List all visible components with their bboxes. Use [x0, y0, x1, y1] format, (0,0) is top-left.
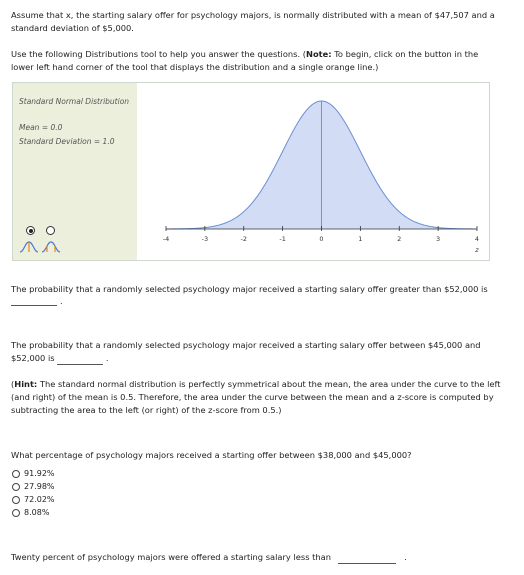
question-2 [11, 339, 501, 365]
hint-text: (Hint: The standard normal distribution is perfectly symmetrical about the mean, the area under the curve to the left (and right) of the mean is 0.5. Therefore, the area under the curve between the mean and a z-score is computed by subtracting the area to the left (or right) of the z-score from 0.5.) [11, 379, 501, 415]
x-tick-label: -4 [162, 235, 170, 243]
question-2-end: . [105, 353, 109, 363]
answer-1-period: . [60, 296, 63, 306]
option-2-label: 27.98% [24, 482, 55, 491]
option-4-label: 8.08% [24, 508, 50, 517]
question-1 [11, 283, 501, 296]
option-2-radio[interactable] [12, 483, 20, 491]
question-2-text: The probability that a randomly selected psychology major received a starting salary offer between $45,000 and $52,000 is [11, 340, 481, 363]
instructions-lead: Use the following Distributions tool to help you answer the questions. ( [11, 49, 306, 59]
radio-two-lines[interactable] [46, 226, 55, 235]
option-1-radio[interactable] [12, 470, 20, 478]
x-tick-label: -1 [279, 235, 286, 243]
answer-1-blank[interactable] [11, 296, 63, 306]
distribution-buttons[interactable] [19, 240, 63, 254]
hint-body: The standard normal distribution is perfectly symmetrical about the mean, the area under the curve to the left (and right) of the mean is 0.5. Therefore, the area under the curve between the mean and a z-score is computed by subtracting the area to the left (or right) of the z-score from 0.5.) [11, 379, 501, 415]
single-line-dist-button[interactable] [20, 242, 38, 252]
option-4-radio[interactable] [12, 509, 20, 517]
x-tick-label: 3 [436, 235, 441, 243]
x-tick-label: -3 [201, 235, 209, 243]
instructions-text [11, 48, 501, 74]
question-3-text: What percentage of psychology majors received a starting offer between $38,000 and $45,000? [11, 450, 412, 460]
two-line-dist-button[interactable] [42, 242, 60, 252]
option-3-radio[interactable] [12, 496, 20, 504]
x-tick-label: -2 [240, 235, 247, 243]
normal-distribution-chart [137, 83, 489, 260]
question-1-text: The probability that a randomly selected psychology major received a starting salary offer greater than $52,000 is [11, 284, 488, 294]
question-4-text: Twenty percent of psychology majors were offered a starting salary less than [11, 552, 332, 562]
sd-label: Standard Deviation = 1.0 [19, 137, 115, 146]
tool-control-panel [13, 83, 137, 260]
mean-label: Mean = 0.0 [19, 123, 63, 132]
answer-4-blank[interactable] [338, 554, 396, 564]
x-tick-label: 0 [319, 235, 324, 243]
x-tick-label: 2 [397, 235, 402, 243]
x-tick-label: 1 [358, 235, 363, 243]
option-1-label: 91.92% [24, 469, 55, 478]
answer-2-blank[interactable] [57, 355, 103, 365]
tool-title: Standard Normal Distribution [19, 97, 130, 106]
intro-text: Assume that x, the starting salary offer for psychology majors, is normally distributed with a mean of $47,507 and a standard deviation of $5,000. [11, 10, 495, 33]
question-4-end: . [404, 552, 407, 562]
axis-z-label: z [475, 246, 479, 254]
hint-label: Hint: [14, 379, 38, 389]
note-text: To begin, click on the button in the lower left hand corner of the tool that displays the distribution and a single orange line.) [11, 49, 479, 72]
distributions-tool[interactable] [12, 82, 490, 261]
question-4 [11, 551, 501, 564]
x-tick-label: 4 [474, 235, 480, 243]
option-3-label: 72.02% [24, 495, 55, 504]
radio-single-line[interactable] [26, 226, 35, 235]
note-label: Note: [306, 49, 332, 59]
